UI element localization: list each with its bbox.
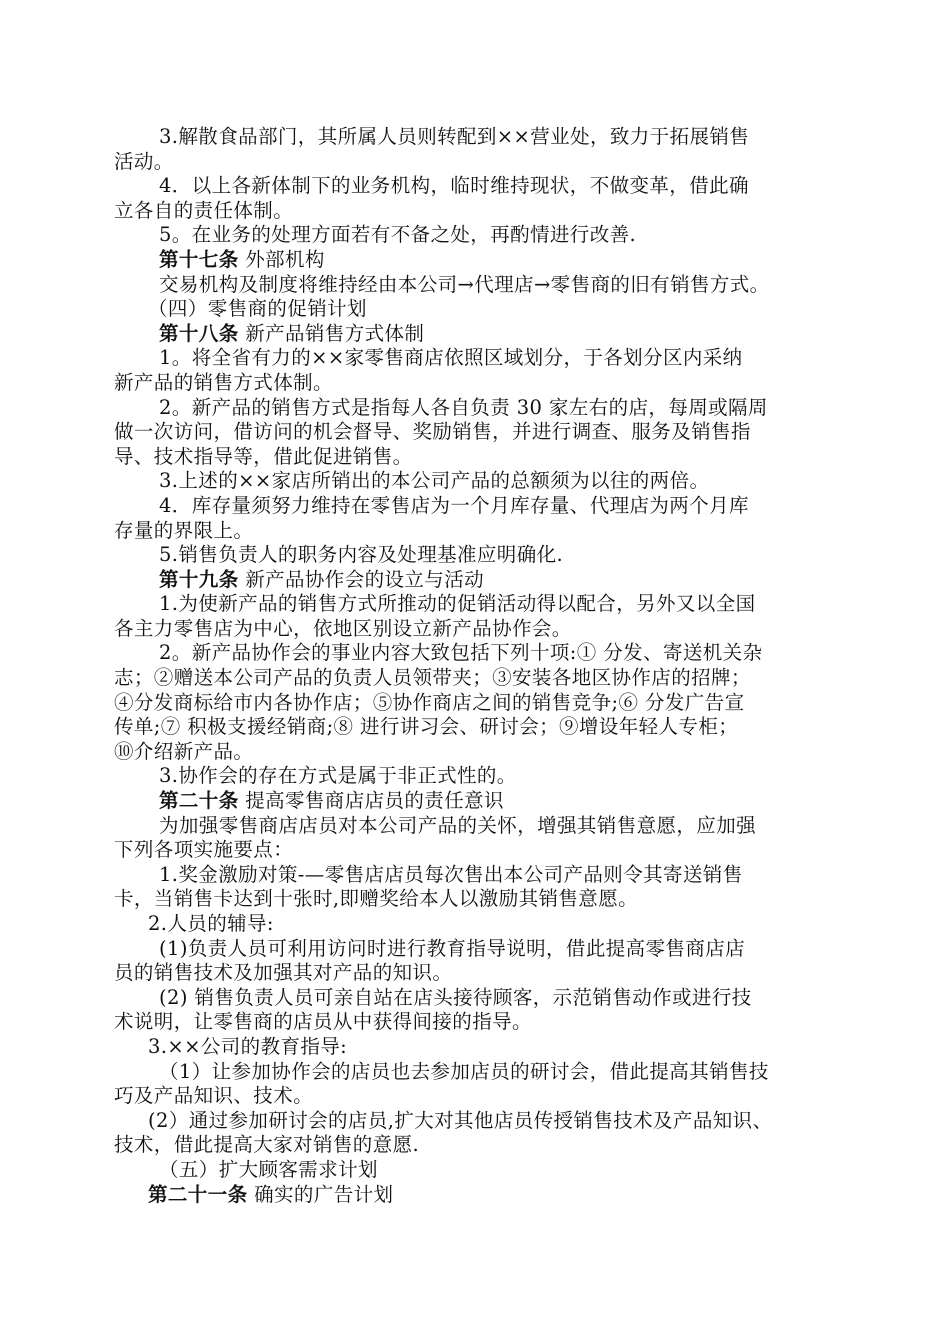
paragraph-line	[114, 297, 839, 322]
article-number: 第十八条	[159, 321, 239, 345]
paragraph-line	[114, 199, 839, 224]
paragraph-line	[114, 445, 839, 470]
line-text: 活动。	[114, 149, 174, 173]
paragraph-line	[114, 1109, 839, 1134]
paragraph-line	[114, 863, 839, 888]
paragraph-line	[114, 764, 839, 789]
paragraph-line	[114, 273, 839, 298]
paragraph-line	[114, 1084, 839, 1109]
paragraph-line	[114, 715, 839, 740]
line-text: （1）让参加协作会的店员也去参加店员的研讨会，借此提高其销售技	[159, 1059, 769, 1083]
article-number: 第二十条	[159, 789, 239, 813]
paragraph-line	[114, 543, 839, 568]
paragraph-line	[114, 371, 839, 396]
paragraph-line	[114, 1133, 839, 1158]
line-text: （四）零售商的促销计划	[148, 297, 367, 321]
line-text: 提高零售商店店员的责任意识	[238, 789, 504, 813]
line-text: (2) 销售负责人员可亲自站在店头接待顾客，示范销售动作或进行技	[159, 985, 752, 1009]
paragraph-line	[114, 150, 839, 175]
document-body	[114, 125, 839, 1207]
paragraph-line	[114, 1060, 839, 1085]
paragraph-line	[114, 494, 839, 519]
paragraph-line	[114, 1158, 839, 1183]
paragraph-line	[114, 346, 839, 371]
line-text: (2）通过参加研讨会的店员,扩大对其他店员传授销售技术及产品知识、	[148, 1108, 773, 1132]
paragraph-line	[114, 592, 839, 617]
line-text: 卡，当销售卡达到十张时,即赠奖给本人以激励其销售意愿。	[114, 887, 638, 911]
article-heading-line	[114, 248, 839, 273]
line-text: 5。在业务的处理方面若有不备之处，再酌情进行改善.	[159, 223, 637, 247]
line-text: 术说明，让零售商的店员从中获得间接的指导。	[114, 1010, 532, 1034]
article-heading-line	[114, 322, 839, 347]
article-number: 第十七条	[159, 247, 239, 271]
line-text: 2。新产品的销售方式是指每人各自负责 30 家左右的店，每周或隔周	[159, 395, 768, 419]
paragraph-line	[114, 937, 839, 962]
line-text: 4．以上各新体制下的业务机构，临时维持现状，不做变革，借此确	[159, 174, 749, 198]
article-heading-line	[114, 1183, 839, 1208]
paragraph-line	[114, 641, 839, 666]
line-text: 外部机构	[238, 247, 325, 271]
article-number: 第十九条	[159, 567, 239, 591]
line-text: 巧及产品知识、技术。	[114, 1084, 314, 1108]
paragraph-line	[114, 986, 839, 1011]
paragraph-line	[114, 223, 839, 248]
line-text: （五）扩大顾客需求计划	[159, 1157, 378, 1181]
paragraph-line	[114, 469, 839, 494]
paragraph-line	[114, 666, 839, 691]
line-text: (1)负责人员可利用访问时进行教育指导说明，借此提高零售商店店	[159, 936, 746, 960]
line-text: 1.为使新产品的销售方式所推动的促销活动得以配合，另外又以全国	[159, 592, 756, 616]
line-text: 确实的广告计划	[247, 1182, 394, 1206]
paragraph-line	[114, 396, 839, 421]
line-text: 存量的界限上。	[114, 518, 254, 542]
line-text: 做一次访问，借访问的机会督导、奖励销售，并进行调查、服务及销售指	[114, 420, 751, 444]
line-text: 1.奖金激励对策-—零售店店员每次售出本公司产品则令其寄送销售	[159, 862, 743, 886]
line-text: 新产品销售方式体制	[238, 321, 425, 345]
line-text: 新产品协作会的设立与活动	[238, 567, 485, 591]
paragraph-line	[114, 1010, 839, 1035]
line-text: 导、技术指导等，借此促进销售。	[114, 444, 413, 468]
line-text: 各主力零售店为中心，依地区别设立新产品协作会。	[114, 616, 572, 640]
paragraph-line	[114, 961, 839, 986]
line-text: 4．库存量须努力维持在零售店为一个月库存量、代理店为两个月库	[159, 493, 749, 517]
line-text: ⑩介绍新产品。	[114, 739, 254, 763]
paragraph-line	[114, 814, 839, 839]
line-text: 志；②赠送本公司产品的负责人员领带夹；③安装各地区协作店的招牌；	[114, 666, 751, 690]
paragraph-line	[114, 617, 839, 642]
paragraph-line	[114, 519, 839, 544]
paragraph-line	[114, 125, 839, 150]
paragraph-line	[114, 912, 839, 937]
line-text: 3.上述的××家店所销出的本公司产品的总额须为以往的两倍。	[159, 469, 710, 493]
paragraph-line	[114, 691, 839, 716]
line-text: 3.解散食品部门，其所属人员则转配到××营业处，致力于拓展销售	[159, 125, 750, 148]
paragraph-line	[114, 838, 839, 863]
paragraph-line	[114, 740, 839, 765]
line-text: 3.××公司的教育指导:	[148, 1034, 348, 1058]
line-text: 交易机构及制度将维持经由本公司→代理店→零售商的旧有销售方式。	[159, 272, 770, 296]
line-text: 2.人员的辅导:	[148, 912, 274, 935]
line-text: 传单;⑦ 积极支援经销商;⑧ 进行讲习会、研讨会；⑨增设年轻人专柜；	[114, 715, 739, 739]
article-number: 第二十一条	[148, 1182, 248, 1206]
article-heading-line	[114, 568, 839, 593]
paragraph-line	[114, 174, 839, 199]
line-text: 5.销售负责人的职务内容及处理基准应明确化.	[159, 543, 564, 567]
paragraph-line	[114, 1035, 839, 1060]
paragraph-line	[114, 887, 839, 912]
line-text: 为加强零售商店店员对本公司产品的关怀，增强其销售意愿，应加强	[159, 813, 757, 837]
line-text: 员的销售技术及加强其对产品的知识。	[114, 961, 453, 985]
line-text: 2。新产品协作会的事业内容大致包括下列十项:① 分发、寄送机关杂	[159, 641, 763, 665]
line-text: 新产品的销售方式体制。	[114, 370, 333, 394]
line-text: 下列各项实施要点：	[114, 838, 294, 862]
line-text: 1。将全省有力的××家零售商店依照区域划分，于各划分区内采纳	[159, 346, 743, 370]
line-text: 技术，借此提高大家对销售的意愿.	[114, 1133, 420, 1157]
line-text: ④分发商标给市内各协作店；⑤协作商店之间的销售竞争;⑥ 分发广告宣	[114, 690, 745, 714]
article-heading-line	[114, 789, 839, 814]
paragraph-line	[114, 420, 839, 445]
line-text: 立各自的责任体制。	[114, 198, 294, 222]
line-text: 3.协作会的存在方式是属于非正式性的。	[159, 764, 517, 788]
